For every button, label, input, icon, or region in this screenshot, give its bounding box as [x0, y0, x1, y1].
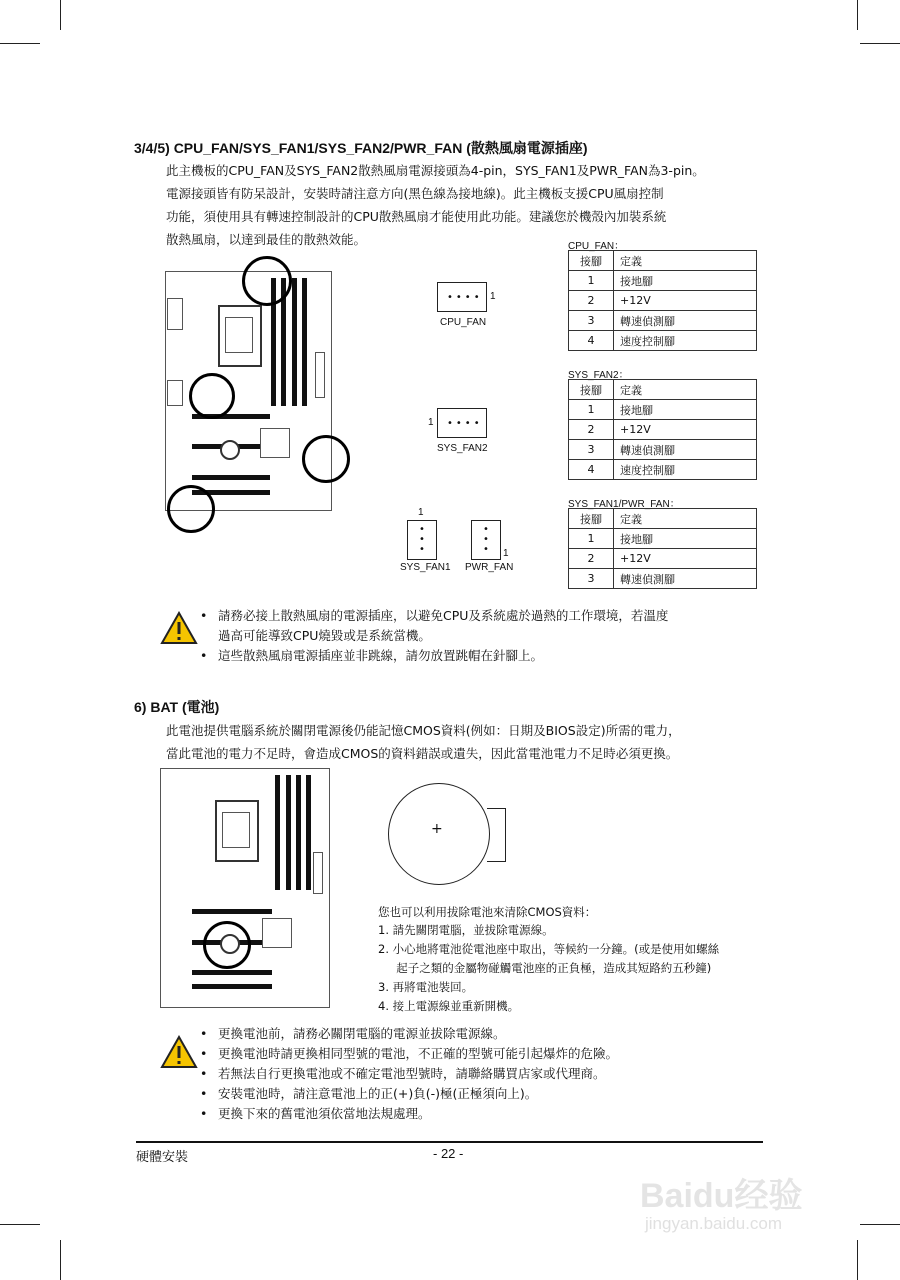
clear-cmos-steps: 1. 請先關閉電腦，並拔除電源線。 2. 小心地將電池從電池座中取出，等候約一分鐘。(或是使用如螺絲 起子之類的金屬物碰觸電池座的正負極，造成其短路約五秒鐘) 3. 再將電池裝回。 4. 接上電源線並重新開機。	[378, 923, 720, 1013]
bat-warnings: • 更換電池前，請務必關閉電腦的電源並拔除電源線。 • 更換電池時請更換相同型號的電池，不正確的型號可能引起爆炸的危險。 • 若無法自行更換電池或不確定電池型號時，請聯絡購買店家或代理商。 • 安裝電池時，請注意電池上的正(+)負(-)極(正極須向上)。 • 更換下來的舊電池須依當地法規處理。	[200, 1024, 760, 1124]
footer-section: 硬體安裝	[136, 1150, 189, 1165]
sys-fan2-pin-table: 接腳 定義 1 接地腳 2 +12V 3 轉速偵測腳 4 速度控制腳	[568, 379, 757, 480]
sys-fan2-connector: ••••	[437, 408, 487, 438]
watermark-url: jingyan.baidu.com	[645, 1214, 783, 1233]
sys-fan2-label: SYS_FAN2	[437, 443, 488, 454]
warning-icon	[160, 1035, 198, 1069]
pwr-fan-pin-one: 1	[503, 548, 509, 559]
bat-section-heading: 6) BAT (電池)	[134, 699, 220, 715]
fan-section-heading: 3/4/5) CPU_FAN/SYS_FAN1/SYS_FAN2/PWR_FAN (散熱風扇電源插座)	[134, 140, 588, 156]
sys-fan1-connector: • • •	[407, 520, 437, 560]
sys-fan2-table-title: SYS_FAN2：	[568, 370, 629, 381]
pwr-fan-label: PWR_FAN	[465, 562, 514, 573]
sys-fan2-pin-one: 1	[428, 417, 434, 428]
sys-fan1-pin-one: 1	[418, 507, 424, 518]
battery-clip	[487, 808, 506, 862]
cpu-fan-pin-table: 接腳 定義 1 接地腳 2 +12V 3 轉速偵測腳 4 速度控制腳	[568, 250, 757, 351]
battery-plus-sign: +	[431, 821, 443, 837]
footer-rule	[136, 1141, 763, 1143]
pwr-fan-connector: • • •	[471, 520, 501, 560]
sys-fan1-label: SYS_FAN1	[400, 562, 451, 573]
page-number: - 22 -	[433, 1146, 464, 1161]
cpu-fan-label: CPU_FAN	[440, 317, 487, 328]
cpu-fan-table-title: CPU_FAN：	[568, 241, 625, 252]
bat-section-paragraph: 此電池提供電腦系統於關閉電源後仍能記憶CMOS資料(例如：日期及BIOS設定)所需的電力， 當此電池的電力不足時，會造成CMOS的資料錯誤或遺失，因此當電池電力不足時必須更換。	[166, 723, 681, 761]
watermark-logo: Baidu经验	[640, 1177, 803, 1215]
fan-section-paragraph: 此主機板的CPU_FAN及SYS_FAN2散熱風扇電源接頭為4-pin，SYS_FAN1及PWR_FAN為3-pin。 電源接頭皆有防呆設計，安裝時請注意方向(黑色線為接地線)。此主機板支援CPU風扇控制 功能，須使用具有轉速控制設計的CPU散熱風扇才能使用此功能。建議您於機殼內加裝系統 散熱風扇，以達到最佳的散熱效能。	[166, 163, 705, 247]
sys-fan1-pin-table: 接腳 定義 1 接地腳 2 +12V 3 轉速偵測腳	[568, 508, 757, 589]
clear-cmos-intro: 您也可以利用拔除電池來清除CMOS資料：	[378, 905, 597, 919]
cpu-fan-pin-one: 1	[490, 291, 496, 302]
sys-fan1-table-title: SYS_FAN1/PWR_FAN：	[568, 499, 680, 510]
warning-icon	[160, 611, 198, 645]
cpu-fan-connector: ••••	[437, 282, 487, 312]
fan-warnings: • 請務必接上散熱風扇的電源插座，以避免CPU及系統處於過熱的工作環境，若溫度 過高可能導致CPU燒毀或是系統當機。 • 這些散熱風扇電源插座並非跳線，請勿放置跳帽在針腳上。	[200, 606, 790, 666]
